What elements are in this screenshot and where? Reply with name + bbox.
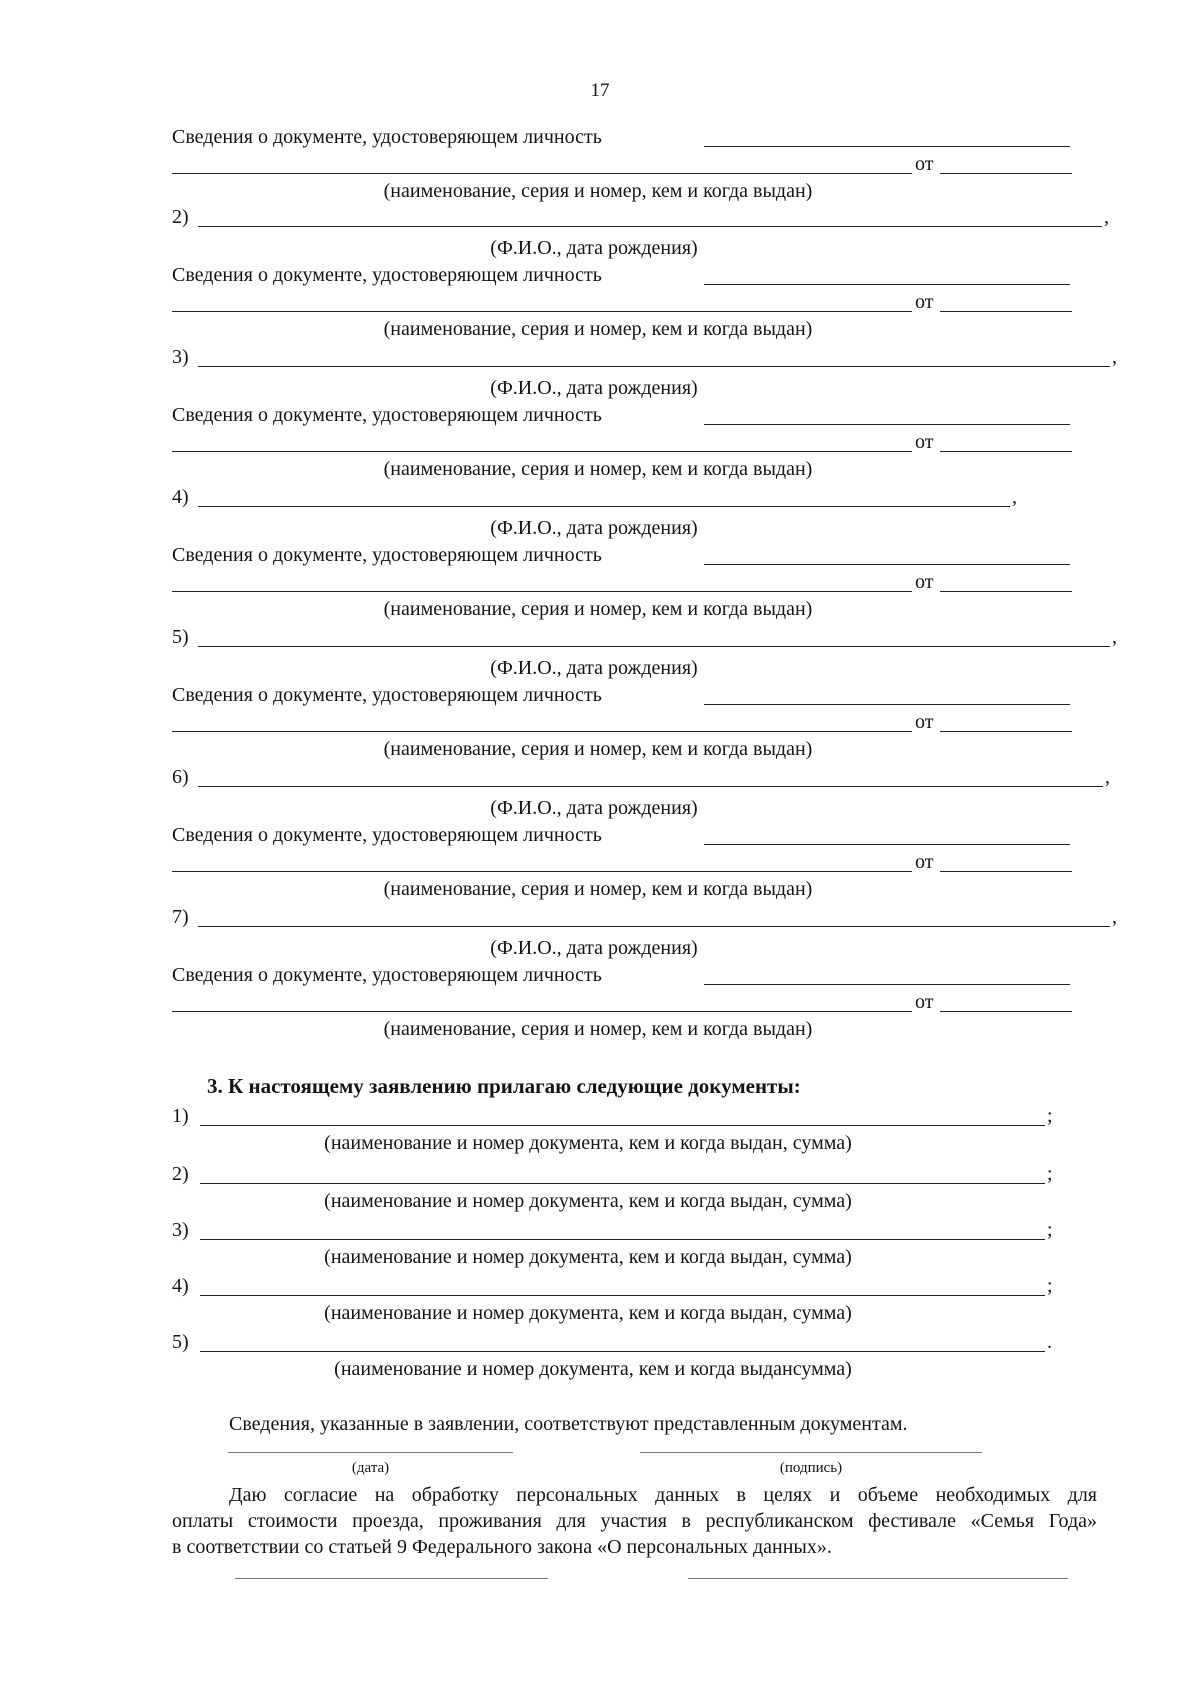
attachment-caption: (наименование и номер документа, кем и когда выдан, сумма)	[324, 1246, 852, 1268]
consent-line-1: Даю согласие на обработку персональных данных в целях и объеме необходимых для	[229, 1484, 1097, 1506]
confirmation-text: Сведения, указанные в заявлении, соответствуют представленным документам.	[229, 1413, 908, 1435]
signature-caption: (подпись)	[779, 1460, 843, 1476]
doc-info-field-cont[interactable]	[172, 173, 912, 174]
consent-line-3: в соответствии со статьей 9 Федерального закона «О персональных данных».	[172, 1536, 832, 1558]
doc-info-field-cont[interactable]	[172, 871, 912, 872]
consent-signature-field[interactable]	[688, 1578, 1068, 1579]
doc-info-label: Сведения о документе, удостоверяющем личность	[172, 684, 602, 706]
doc-info-field-cont[interactable]	[172, 731, 912, 732]
attachment-number: 2)	[172, 1163, 189, 1185]
attachment-caption: (наименование и номер документа, кем и когда выдан, сумма)	[324, 1190, 852, 1212]
doc-info-field[interactable]	[704, 424, 1070, 425]
attachment-field[interactable]	[200, 1125, 1045, 1126]
doc-caption: (наименование, серия и номер, кем и когда выдан)	[383, 458, 813, 480]
doc-caption: (наименование, серия и номер, кем и когда выдан)	[383, 1018, 813, 1040]
from-label: от	[915, 711, 934, 733]
line-end-punct: ,	[1104, 206, 1109, 228]
doc-info-label: Сведения о документе, удостоверяющем личность	[172, 824, 602, 846]
doc-caption: (наименование, серия и номер, кем и когда выдан)	[383, 878, 813, 900]
line-end-punct: ;	[1047, 1105, 1053, 1127]
attachment-number: 5)	[172, 1331, 189, 1353]
issue-date-field[interactable]	[940, 311, 1072, 312]
doc-info-field[interactable]	[704, 284, 1070, 285]
doc-info-field-cont[interactable]	[172, 1011, 912, 1012]
section-3-heading: 3. К настоящему заявлению прилагаю следующие документы:	[207, 1074, 801, 1098]
fio-caption: (Ф.И.О., дата рождения)	[490, 657, 698, 679]
fio-field[interactable]	[198, 646, 1110, 647]
from-label: от	[915, 851, 934, 873]
fio-caption: (Ф.И.О., дата рождения)	[490, 937, 698, 959]
line-end-punct: ;	[1047, 1275, 1053, 1297]
consent-line-2: оплаты стоимости проезда, проживания для участия в республиканском фестивале «Семья Года»	[172, 1510, 1097, 1532]
line-end-punct: ;	[1047, 1163, 1053, 1185]
line-end-punct: ,	[1112, 906, 1117, 928]
doc-info-field[interactable]	[704, 564, 1070, 565]
issue-date-field[interactable]	[940, 173, 1072, 174]
attachment-field[interactable]	[200, 1295, 1045, 1296]
date-field[interactable]	[228, 1452, 513, 1453]
from-label: от	[915, 291, 934, 313]
fio-field[interactable]	[198, 926, 1110, 927]
consent-date-field[interactable]	[235, 1578, 548, 1579]
attachment-caption: (наименование и номер документа, кем и когда выдан, сумма)	[324, 1302, 852, 1324]
doc-info-field[interactable]	[704, 146, 1070, 147]
doc-caption: (наименование, серия и номер, кем и когда выдан)	[383, 318, 813, 340]
page-number: 17	[590, 80, 610, 101]
doc-caption: (наименование, серия и номер, кем и когда выдан)	[383, 598, 813, 620]
doc-caption: (наименование, серия и номер, кем и когда выдан)	[383, 738, 813, 760]
person-number: 7)	[172, 906, 189, 928]
fio-caption: (Ф.И.О., дата рождения)	[490, 797, 698, 819]
line-end-punct: ;	[1047, 1219, 1053, 1241]
attachment-caption: (наименование и номер документа, кем и когда выдан, сумма)	[324, 1132, 852, 1154]
date-caption: (дата)	[351, 1460, 390, 1476]
fio-field[interactable]	[198, 226, 1102, 227]
issue-date-field[interactable]	[940, 451, 1072, 452]
doc-info-field-cont[interactable]	[172, 451, 912, 452]
doc-info-label: Сведения о документе, удостоверяющем личность	[172, 404, 602, 426]
doc-info-label: Сведения о документе, удостоверяющем личность	[172, 964, 602, 986]
attachment-caption: (наименование и номер документа, кем и когда выдансумма)	[334, 1358, 852, 1380]
line-end-punct: .	[1047, 1331, 1052, 1353]
consent-paragraph	[172, 1482, 1097, 1560]
person-number: 5)	[172, 626, 189, 648]
person-number: 2)	[172, 206, 189, 228]
fio-caption: (Ф.И.О., дата рождения)	[490, 377, 698, 399]
line-end-punct: ,	[1112, 346, 1117, 368]
issue-date-field[interactable]	[940, 591, 1072, 592]
doc-info-field[interactable]	[704, 844, 1070, 845]
doc-info-field-cont[interactable]	[172, 591, 912, 592]
fio-caption: (Ф.И.О., дата рождения)	[490, 237, 698, 259]
doc-info-label: Сведения о документе, удостоверяющем личность	[172, 264, 602, 286]
doc-info-label: Сведения о документе, удостоверяющем личность	[172, 126, 602, 148]
attachment-field[interactable]	[200, 1351, 1045, 1352]
issue-date-field[interactable]	[940, 871, 1072, 872]
person-number: 4)	[172, 486, 189, 508]
attachment-number: 4)	[172, 1275, 189, 1297]
fio-caption: (Ф.И.О., дата рождения)	[490, 517, 698, 539]
signature-field[interactable]	[640, 1452, 982, 1453]
fio-field[interactable]	[198, 366, 1110, 367]
from-label: от	[915, 991, 934, 1013]
doc-caption: (наименование, серия и номер, кем и когда выдан)	[383, 180, 813, 202]
attachment-number: 1)	[172, 1105, 189, 1127]
doc-info-label: Сведения о документе, удостоверяющем личность	[172, 544, 602, 566]
from-label: от	[915, 431, 934, 453]
attachment-field[interactable]	[200, 1183, 1045, 1184]
doc-info-field-cont[interactable]	[172, 311, 912, 312]
doc-info-field[interactable]	[704, 984, 1070, 985]
line-end-punct: ,	[1105, 766, 1110, 788]
doc-info-field[interactable]	[704, 704, 1070, 705]
from-label: от	[915, 571, 934, 593]
issue-date-field[interactable]	[940, 731, 1072, 732]
attachment-field[interactable]	[200, 1239, 1045, 1240]
attachment-number: 3)	[172, 1219, 189, 1241]
person-number: 3)	[172, 346, 189, 368]
person-number: 6)	[172, 766, 189, 788]
from-label: от	[915, 153, 934, 175]
line-end-punct: ,	[1012, 486, 1017, 508]
fio-field[interactable]	[198, 506, 1010, 507]
issue-date-field[interactable]	[940, 1011, 1072, 1012]
line-end-punct: ,	[1112, 626, 1117, 648]
fio-field[interactable]	[198, 786, 1103, 787]
